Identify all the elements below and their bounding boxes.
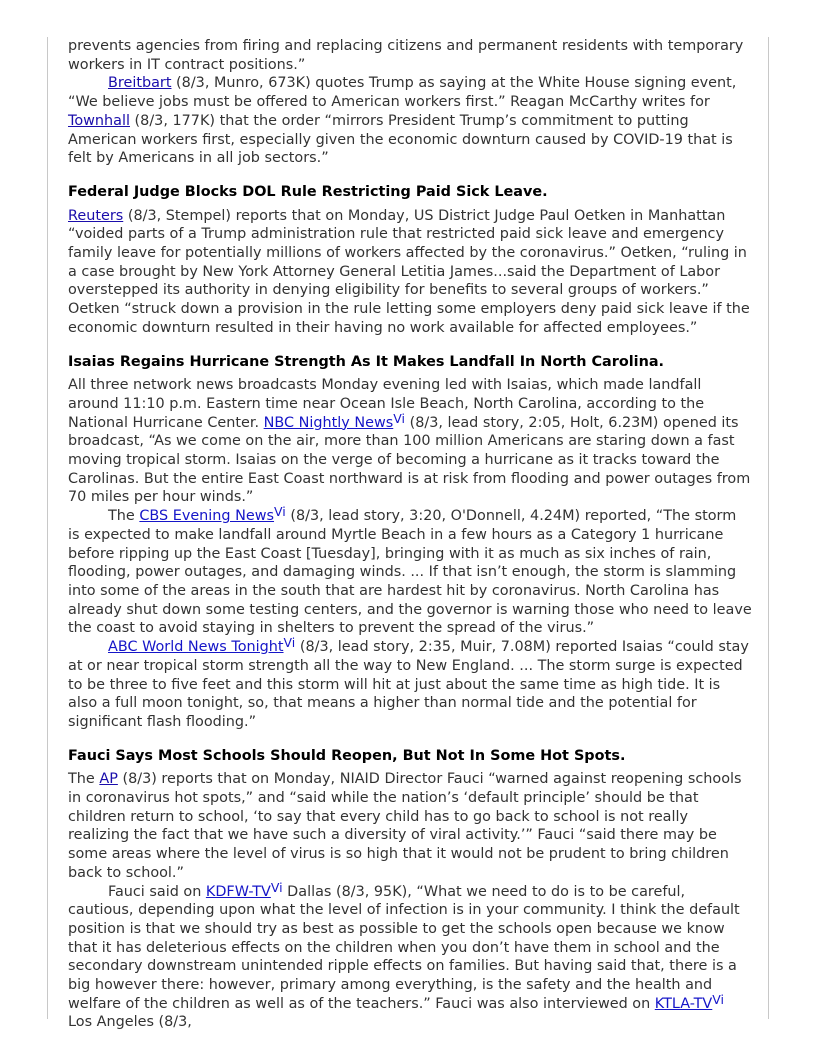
townhall-link[interactable]: Townhall bbox=[68, 112, 130, 129]
left-margin-rule bbox=[47, 37, 48, 1019]
paragraph bbox=[68, 635, 752, 732]
video-link[interactable]: Vi bbox=[270, 879, 283, 895]
nbc-nightly-news-link[interactable]: NBC Nightly News bbox=[263, 414, 394, 431]
paragraph-text: The bbox=[108, 508, 140, 525]
breitbart-link[interactable]: Breitbart bbox=[108, 75, 172, 92]
paragraph bbox=[68, 207, 752, 338]
paragraph bbox=[68, 37, 752, 74]
paragraph-text: (8/3, lead story, 3:20, O'Donnell, 4.24M) reported, “The storm is expected to make landfall around Myrtle Beach in a few hours as a Category 1 hurricane before ripping up the East Coast [Tuesday], bringing with it as much as six inches of rain, flooding, power outages, and damaging winds. ... If that isn’t enough, the storm is slamming into some of the areas in the south that are hardest hit by coronavirus. North Carolina has already shut down some testing centers, and the governor is warning those who need to leave the coast to avoid staying in shelters to prevent the spread of the virus.” bbox=[68, 508, 752, 637]
cbs-evening-news-link[interactable]: CBS Evening News bbox=[139, 508, 275, 525]
abc-world-news-tonight-link[interactable]: ABC World News Tonight bbox=[108, 639, 284, 656]
paragraph-text: (8/3, Munro, 673K) quotes Trump as saying at the White House signing event, “We believe jobs must be offered to American workers first.” Reagan McCarthy writes for bbox=[68, 75, 737, 111]
paragraph-text: (8/3, 177K) that the order “mirrors President Trump’s commitment to putting American workers first, especially given the economic downturn caused by COVID-19 that is felt by Americans in all job sectors.” bbox=[68, 112, 733, 167]
kdfw-tv-link[interactable]: KDFW-TV bbox=[205, 883, 271, 900]
paragraph bbox=[68, 770, 752, 882]
paragraph bbox=[68, 74, 752, 168]
paragraph-text: Fauci said on bbox=[108, 883, 206, 900]
paragraph-text: (8/3) reports that on Monday, NIAID Director Fauci “warned against reopening schools in coronavirus hot spots,” and “said while the nation’s ‘default principle’ should be that children return to school, ‘to say that every child has to go back to school is not really realizing the fact that we have such a diversity of viral activity.’” Fauci “said there may be some areas where the level of virus is so high that it would not be prudent to bring children back to school.” bbox=[68, 771, 742, 881]
paragraph-text: (8/3, Stempel) reports that on Monday, US District Judge Paul Oetken in Manhattan “voided parts of a Trump administration rule that restricted paid sick leave and emergency family leave for potentially millions of workers affected by the coronavirus.” Oetken, “ruling in a case brought by New York Attorney General Letitia James...said the Department of Labor overstepped its authority in denying eligibility for benefits to several groups of workers.” Oetken “struck down a provision in the rule letting some employers deny paid sick leave if the economic downturn resulted in their having no work available for affected employees.” bbox=[68, 207, 750, 336]
video-link[interactable]: Vi bbox=[274, 504, 286, 520]
section-heading: Isaias Regains Hurricane Strength As It Makes Landfall In North Carolina. bbox=[68, 353, 665, 370]
paragraph-text: (8/3, lead story, 2:35, Muir, 7.08M) reported Isaias “could stay at or near tropical storm strength all the way to New England. ... The storm surge is expected to be three to five feet and this storm will hit at just about the same time as high tide. It is also a full moon tonight, so, that means a higher than normal tide and the potential for significant flash flooding.” bbox=[68, 639, 749, 730]
paragraph-text: Los Angeles (8/3, bbox=[68, 1014, 192, 1031]
paragraph-text: (8/3, lead story, 2:05, Holt, 6.23M) opened its broadcast, “As we come on the air, more than 100 million Americans are staring down a fast moving tropical storm. Isaias on the verge of becoming a hurricane as it tracks toward the Carolinas. But the entire East Coast northward is at risk from flooding and power outages from 70 miles per hour winds.” bbox=[68, 414, 751, 506]
video-link[interactable]: Vi bbox=[393, 410, 406, 426]
paragraph-text: All three network news broadcasts Monday evening led with Isaias, which made landfall around 11:10 p.m. Eastern time near Ocean Isle Beach, North Carolina, according to the National Hurricane Center. bbox=[68, 377, 705, 431]
ap-link[interactable]: AP bbox=[99, 771, 118, 788]
video-link[interactable]: Vi bbox=[283, 635, 296, 651]
section-heading: Fauci Says Most Schools Should Reopen, But Not In Some Hot Spots. bbox=[68, 747, 626, 764]
reuters-link[interactable]: Reuters bbox=[68, 207, 124, 224]
video-link[interactable]: Vi bbox=[712, 991, 725, 1007]
paragraph-text: The bbox=[68, 771, 100, 788]
ktla-tv-link[interactable]: KTLA-TV bbox=[654, 995, 713, 1012]
paragraph-text: Dallas (8/3, 95K), “What we need to do is to be careful, cautious, depending upon what the level of infection is in your community. I think the default position is that we should try as best as possible to get the schools open because we know that it has deleterious effects on the children when you don’t have them in school and the secondary downstream unintended ripple effects on families. But having said that, there is a big however there: however, primary among everything, is the safety and the health and welfare of the children as well as of the teachers.” Fauci was also interviewed on bbox=[68, 883, 740, 1012]
section-heading: Federal Judge Blocks DOL Rule Restricting Paid Sick Leave. bbox=[68, 183, 548, 200]
paragraph bbox=[68, 504, 752, 638]
paragraph bbox=[68, 376, 752, 507]
right-margin-rule bbox=[768, 37, 769, 1019]
article-content bbox=[68, 37, 752, 1032]
paragraph bbox=[68, 879, 752, 1033]
paragraph-text: prevents agencies from firing and replacing citizens and permanent residents with temporary workers in IT contract positions.” bbox=[68, 38, 744, 73]
